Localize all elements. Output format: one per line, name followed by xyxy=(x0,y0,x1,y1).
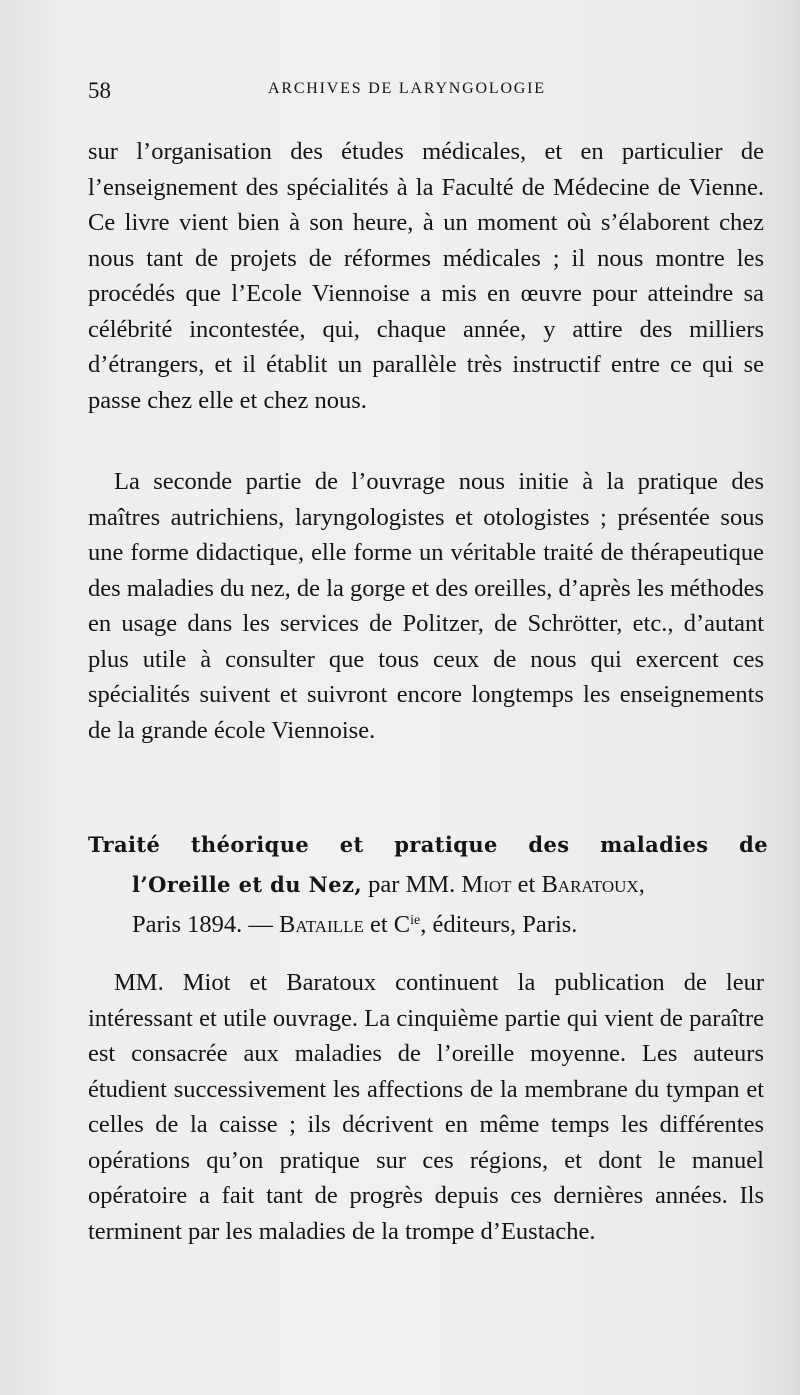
review-title-line3 xyxy=(88,905,768,945)
page-number: 58 xyxy=(88,78,111,103)
review-by: par MM. xyxy=(362,871,462,898)
page-header xyxy=(88,78,764,108)
publisher-sup: ie xyxy=(410,913,421,928)
author-conjunction: et xyxy=(511,871,542,898)
author-baratoux: Baratoux, xyxy=(541,871,645,898)
publisher-et: et C xyxy=(363,911,411,938)
paragraph-continuation: sur l’organisation des études médicales, et en particulier de l’enseignement des spécialités à la Faculté de Médecine de Vienne. Ce livre vient bien à son heure, à un moment où s’élaborent chez nous tant de projets de réformes médicales ; il nous montre les procédés que l’Ecole Viennoise a mis en œuvre pour atteindre sa célébrité incontestée, qui, chaque année, y attire des milliers d’étrangers, et il établit un parallèle très instructif entre ce qui se passe chez elle et chez nous. xyxy=(88,138,764,414)
place-year: Paris 1894. — xyxy=(132,911,279,938)
paragraph-second-part: La seconde partie de l’ouvrage nous initie à la pratique des maîtres autrichiens, laryngologistes et otologistes ; présentée sous une forme didactique, elle forme un véritable traité de thérapeutique des maladies du nez, de la gorge et des oreilles, d’après les méthodes en usage dans les services de Politzer, de Schrötter, etc., d’autant plus utile à consulter que tous ceux de nous qui exercent ces spécialités suivent et suivront encore longtemps les enseignements de la grande école Viennoise. xyxy=(88,468,764,744)
review-title-bold: l’Oreille et du Nez, xyxy=(132,872,363,897)
publisher-rest: , éditeurs, Paris. xyxy=(420,911,578,938)
paragraph-review-body: MM. Miot et Baratoux continuent la publication de leur intéressant et utile ouvrage. La cinquième partie qui vient de paraître est consacrée aux maladies de l’oreille moyenne. Les auteurs étudient successivement les affections de la membrane du tympan et celles de la caisse ; ils décrivent en même temps les différentes opérations qu’on pratique sur ces régions, et dont le manuel opératoire a fait tant de progrès depuis ces dernières années. Ils terminent par les maladies de la trompe d’Eustache. xyxy=(88,969,764,1245)
review-title-line2 xyxy=(88,865,768,905)
publisher-name: Bataille xyxy=(279,911,364,938)
author-miot: Miot xyxy=(461,871,512,898)
review-title-line1: Traité théorique et pratique des maladies de xyxy=(88,832,768,857)
running-head: ARCHIVES DE LARYNGOLOGIE xyxy=(268,80,546,97)
review-heading xyxy=(88,825,768,945)
